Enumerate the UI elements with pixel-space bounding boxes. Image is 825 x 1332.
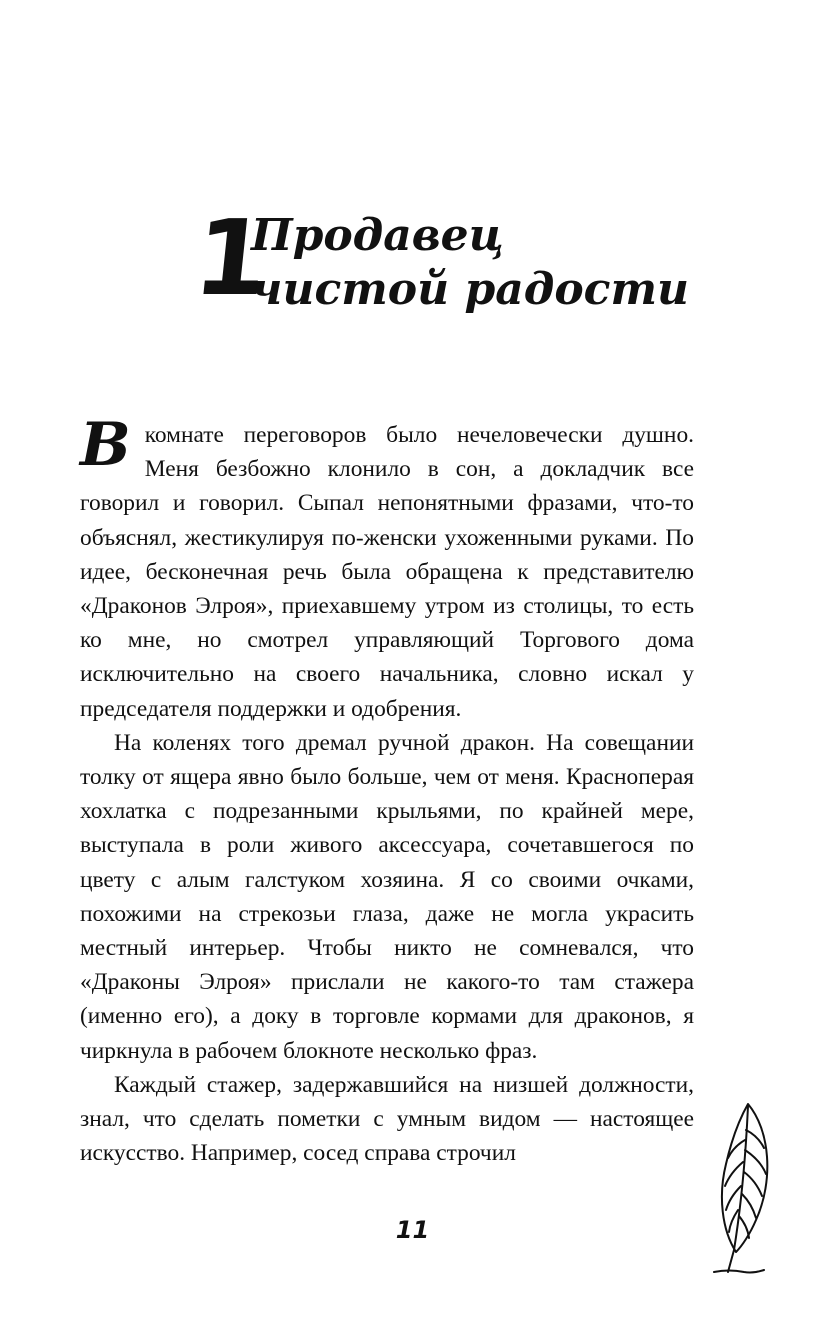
chapter-heading (188, 197, 690, 330)
feather-icon (708, 1100, 778, 1280)
page-number: 11 (395, 1216, 430, 1244)
body-text (80, 410, 694, 1170)
paragraph-1 (80, 410, 694, 726)
chapter-title-line-1: Продавец (251, 210, 505, 261)
paragraph-3: Каждый стажер, задержавшийся на низшей должности, знал, что сделать пометки с умным видом — настоящее искусство. Например, сосед справа строчил (80, 1071, 694, 1167)
drop-cap: В (80, 410, 131, 480)
paragraph-1-text: комнате переговоров было нечеловечески душно. Меня безбожно клонило в сон, а докладчик все говорил и говорил. Сыпал непонятными фразами, что-то объяснял, жестикулируя по-женски ухоженными руками. По идее, бесконечная речь была обращена к представителю «Драконов Элроя», приехавшему утром из столицы, то есть ко мне, но смотрел управляющий Торгового дома исключительно на своего начальника, словно искал у председателя поддержки и одобрения. (80, 422, 694, 722)
paragraph-2: На коленях того дремал ручной дракон. На совещании толку от ящера явно было больше, чем от меня. Красноперая хохлатка с подрезанными крыльями, по крайней мере, выступала в роли живого аксессуара, сочетавшегося по цвету с алым галстуком хозяина. Я со своими очками, похожими на стрекозьи глаза, даже не могла украсить местный интерьер. Чтобы никто не сомневался, что «Драконы Элроя» прислали не какого-то там стажера (именно его), а доку в торговле кормами для драконов, я чиркнула в рабочем блокноте несколько фраз. (80, 729, 694, 1064)
chapter-title-line-2: чистой радости (251, 264, 690, 315)
chapter-number: 1 (188, 197, 272, 319)
